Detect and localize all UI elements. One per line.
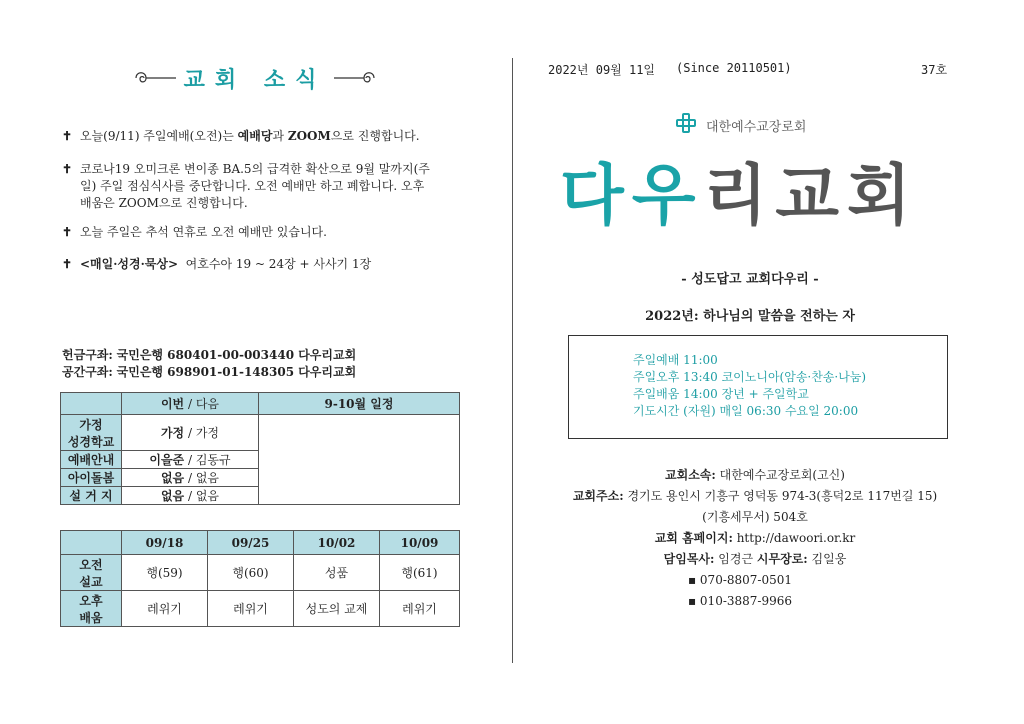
phone-line: ▪ 070-8807-0501 — [687, 573, 793, 587]
news-line: 일) 주일 점심식사를 중단합니다. 오전 예배만 하고 폐합니다. 오후 — [80, 179, 425, 193]
account-value: 국민은행 680401-00-003440 다우리교회 — [116, 348, 357, 362]
duty-this: 없음 — [160, 471, 185, 485]
duty-next: 김동규 — [195, 453, 231, 467]
news-bold: 예배당 — [237, 129, 273, 143]
info-label: 시무장로 — [756, 552, 804, 566]
church-name-part: 다우 — [560, 157, 704, 234]
news-line: 배움은 ZOOM으로 진행합니다. — [80, 196, 248, 210]
info-label: 교회 홈페이지 — [654, 531, 729, 545]
news-line: 코로나19 오미크론 변이종 BA.5의 급격한 확산으로 9월 말까지(주 — [80, 162, 430, 176]
duty-this: 없음 — [160, 489, 185, 503]
cross-icon: ✝ — [62, 225, 73, 239]
homepage-link[interactable]: http://dawoori.or.kr — [736, 531, 856, 545]
address-line: 교회주소: 경기도 용인시 기흥구 영덕동 974-3(흥덕2로 117번길 15) — [572, 489, 938, 503]
duty-header-schedule: 9-10월 일정 — [259, 393, 460, 415]
phone-line: ▪ 010-3887-9966 — [687, 594, 793, 608]
info-value: 경기도 용인시 기흥구 영덕동 974-3(흥덕2로 117번길 15) — [627, 489, 938, 503]
account-value: 국민은행 698901-01-148305 다우리교회 — [116, 365, 357, 379]
church-name-logo — [560, 142, 919, 237]
news-item-4 — [62, 256, 462, 273]
news-item-1 — [62, 128, 462, 145]
affiliation-line: 교회소속: 대한예수교장로회(고신) — [665, 468, 845, 482]
duty-this: 이을준 — [149, 453, 185, 467]
header-next: 다음 — [195, 397, 220, 411]
daily-bible-range: 여호수아 19 ~ 24장 + 사사기 1장 — [185, 257, 372, 271]
service-line: 주일오후 13:40 코이노니아(암송·찬송·나눔) — [633, 370, 867, 384]
schedule-cell: 성품 — [294, 555, 380, 591]
schedule-cell: 성도의 교제 — [294, 591, 380, 627]
motto: - 성도답고 교회다우리 - — [681, 272, 819, 287]
church-name-part: 리교회 — [703, 157, 919, 234]
homepage-line: 교회 홈페이지: http://dawoori.or.kr — [654, 531, 856, 545]
cross-icon: ✝ — [62, 257, 73, 271]
church-info — [530, 465, 980, 612]
schedule-cell: 행(59) — [122, 555, 208, 591]
schedule-date: 09/25 — [208, 531, 294, 555]
info-value: 임경근 — [718, 552, 754, 566]
schedule-cell: 레위기 — [122, 591, 208, 627]
schedule-cell: 레위기 — [208, 591, 294, 627]
row-label-line: 배움 — [79, 610, 103, 625]
service-line: 주일배움 14:00 장년 + 주일학교 — [633, 387, 809, 401]
info-label: 교회주소 — [572, 489, 620, 503]
service-times-box — [568, 335, 948, 439]
duty-this: 가정 — [160, 426, 185, 440]
phone-number: 010-3887-9966 — [699, 594, 793, 608]
cross-icon: ✝ — [62, 129, 73, 143]
issue-number: 37호 — [921, 63, 948, 77]
account-label: 공간구좌: — [62, 365, 113, 379]
row-label-line: 오전 — [79, 557, 103, 572]
bulletin-date: 2022년 09월 11일 — [548, 63, 656, 77]
info-label: 교회소속 — [665, 468, 712, 482]
cross-icon: ✝ — [62, 162, 73, 176]
duty-table — [60, 392, 460, 505]
account-offering — [62, 347, 356, 364]
news-text: 으로 진행합니다. — [330, 129, 420, 143]
schedule-date: 10/09 — [380, 531, 460, 555]
info-label: 담임목사 — [663, 552, 711, 566]
duty-row-label: 설 거 지 — [61, 487, 122, 505]
duty-cell: 가정 / 가정 — [122, 415, 259, 451]
schedule-cell: 행(60) — [208, 555, 294, 591]
account-label: 헌금구좌: — [62, 348, 113, 362]
duty-next: 가정 — [195, 426, 220, 440]
service-line: 주일예배 11:00 — [633, 353, 718, 367]
denomination-label: 대한예수교장로회 — [706, 120, 807, 135]
duty-header-this-next — [122, 393, 259, 415]
news-bold: ZOOM — [287, 129, 331, 143]
right-flourish-icon — [332, 69, 376, 87]
service-line: 기도시간 (자원) 매일 06:30 수요일 20:00 — [633, 404, 859, 418]
year-theme: 2022년: 하나님의 말씀을 전하는 자 — [645, 309, 855, 324]
row-label-line: 오후 — [79, 593, 103, 608]
news-item-3 — [62, 224, 462, 241]
row-label-line: 가정 — [79, 417, 103, 432]
sermon-schedule-table — [60, 530, 460, 627]
row-label-line: 성경학교 — [67, 434, 115, 449]
duty-next: 없음 — [195, 471, 220, 485]
info-value: 김일웅 — [811, 552, 847, 566]
schedule-cell: 행(61) — [380, 555, 460, 591]
schedule-date: 09/18 — [122, 531, 208, 555]
schedule-row-label — [61, 591, 122, 627]
pastor-line: 담임목사: 임경근 시무장로: 김일웅 — [663, 552, 847, 566]
duty-cell: 없음 / 없음 — [122, 469, 259, 487]
duty-row-label — [61, 415, 122, 451]
schedule-cell: 레위기 — [380, 591, 460, 627]
duty-next: 없음 — [195, 489, 220, 503]
duty-cell: 이을준 / 김동규 — [122, 451, 259, 469]
news-text: 과 — [272, 129, 288, 143]
news-text: 오늘(9/11) 주일예배(오전)는 — [80, 129, 238, 143]
since-date: (Since 20110501) — [676, 61, 792, 75]
denomination-logo-icon — [676, 113, 696, 136]
row-label-line: 설교 — [79, 574, 103, 589]
schedule-row-label — [61, 555, 122, 591]
header-sep: / — [184, 397, 196, 411]
duty-row-label: 예배안내 — [61, 451, 122, 469]
news-line: 오늘 주일은 추석 연휴로 오전 예배만 있습니다. — [80, 225, 327, 239]
news-title: 교회 소식 — [183, 67, 327, 93]
account-building — [62, 364, 356, 381]
phone-number: 070-8807-0501 — [699, 573, 793, 587]
duty-corner — [61, 393, 122, 415]
schedule-corner — [61, 531, 122, 555]
duty-cell: 없음 / 없음 — [122, 487, 259, 505]
daily-bible-label: <매일·성경·묵상> — [80, 257, 179, 271]
duty-row-label: 아이돌봄 — [61, 469, 122, 487]
left-flourish-icon — [134, 69, 178, 87]
address-line-2: (기흥세무서) 504호 — [702, 510, 808, 524]
page-divider — [512, 58, 513, 663]
news-title-block — [130, 60, 380, 96]
info-value: 대한예수교장로회(고신) — [719, 468, 845, 482]
schedule-blank-cell — [259, 415, 460, 505]
header-this: 이번 — [160, 397, 185, 411]
news-item-2 — [62, 161, 462, 212]
schedule-date: 10/02 — [294, 531, 380, 555]
